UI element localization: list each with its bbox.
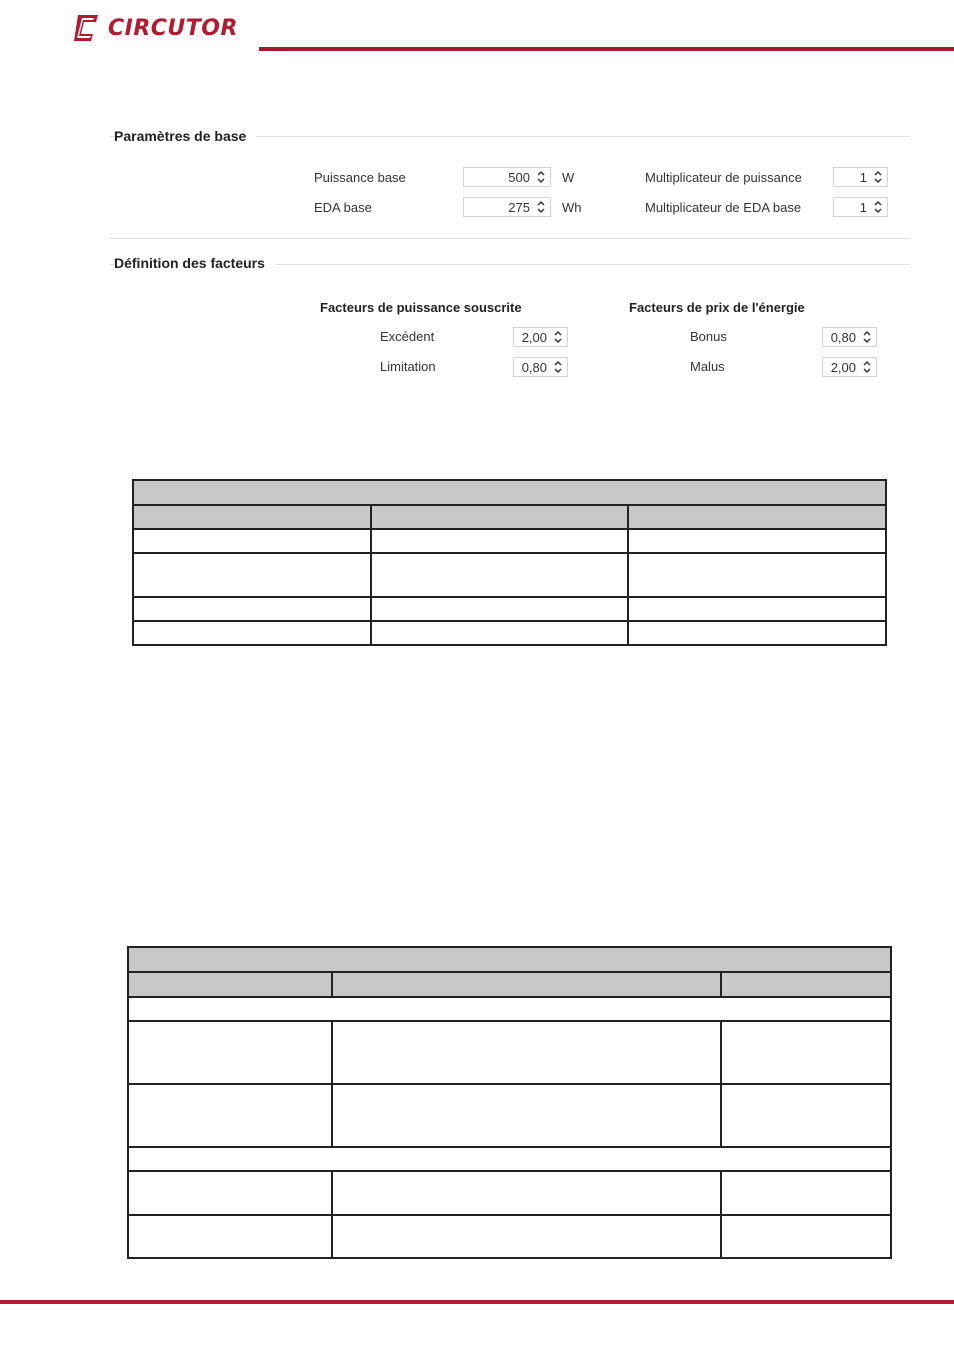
table-row	[128, 1084, 891, 1147]
table-cell	[721, 1215, 891, 1258]
limitation-spinner[interactable]	[513, 357, 568, 377]
spinner-arrows-icon[interactable]	[873, 169, 883, 185]
table-header-row	[133, 505, 886, 529]
table-cell	[332, 1021, 721, 1084]
power-factors-title: Facteurs de puissance souscrite	[320, 300, 522, 315]
table-title-row	[133, 480, 886, 505]
excedent-value: 2,00	[521, 330, 547, 345]
spinner-arrows-icon[interactable]	[862, 329, 872, 345]
multiplicateur-puissance-spinner[interactable]	[833, 167, 888, 187]
limitation-value: 0,80	[521, 360, 547, 375]
table-header-cell	[332, 972, 721, 997]
spinner-arrows-icon[interactable]	[862, 359, 872, 375]
table-cell	[371, 621, 627, 645]
excedent-spinner[interactable]	[513, 327, 568, 347]
malus-label: Malus	[690, 359, 725, 374]
table-cell	[628, 597, 886, 621]
multiplicateur-eda-spinner[interactable]	[833, 197, 888, 217]
header-rule	[259, 47, 954, 51]
spinner-arrows-icon[interactable]	[536, 199, 546, 215]
circutor-logo-mark-icon	[72, 13, 102, 43]
table-cell	[721, 1084, 891, 1147]
table-row	[133, 529, 886, 553]
table-cell	[628, 553, 886, 597]
eda-base-value: 275	[508, 200, 530, 215]
bonus-label: Bonus	[690, 329, 727, 344]
table-cell	[721, 1021, 891, 1084]
table-row	[133, 597, 886, 621]
parameter-table-1	[132, 479, 887, 646]
table-row	[133, 621, 886, 645]
eda-base-unit: Wh	[562, 200, 582, 215]
table-header-cell	[721, 972, 891, 997]
puissance-base-spinner[interactable]	[463, 167, 551, 187]
multiplicateur-eda-value: 1	[859, 200, 867, 215]
table-header-cell	[371, 505, 627, 529]
puissance-base-label: Puissance base	[314, 170, 406, 185]
bonus-spinner[interactable]	[822, 327, 877, 347]
table-group-row	[128, 1147, 891, 1171]
table-cell	[371, 529, 627, 553]
table-cell	[332, 1215, 721, 1258]
table-cell	[721, 1171, 891, 1215]
price-factors-title: Facteurs de prix de l'énergie	[629, 300, 805, 315]
section-title-base-params: Paramètres de base	[114, 128, 256, 144]
table-cell	[133, 597, 371, 621]
malus-spinner[interactable]	[822, 357, 877, 377]
limitation-label: Limitation	[380, 359, 436, 374]
table-row	[133, 553, 886, 597]
table-cell	[371, 553, 627, 597]
table-group-cell	[128, 1147, 891, 1171]
malus-value: 2,00	[830, 360, 856, 375]
table-group-cell	[128, 997, 891, 1021]
table-header-cell	[628, 505, 886, 529]
table-header-row	[128, 972, 891, 997]
table-title-cell	[128, 947, 891, 972]
table-row	[128, 1021, 891, 1084]
footer-rule	[0, 1300, 954, 1304]
table-cell	[133, 529, 371, 553]
multiplicateur-puissance-label: Multiplicateur de puissance	[645, 170, 802, 185]
spinner-arrows-icon[interactable]	[553, 329, 563, 345]
multiplicateur-puissance-value: 1	[859, 170, 867, 185]
excedent-label: Excédent	[380, 329, 435, 344]
eda-base-spinner[interactable]	[463, 197, 551, 217]
eda-base-label: EDA base	[314, 200, 372, 215]
logo-text: CIRCUTOR	[108, 15, 238, 41]
table-cell	[371, 597, 627, 621]
spinner-arrows-icon[interactable]	[536, 169, 546, 185]
multiplicateur-eda-label: Multiplicateur de EDA base	[645, 200, 802, 215]
table-group-row	[128, 997, 891, 1021]
table-cell	[628, 621, 886, 645]
section-divider	[110, 238, 910, 239]
puissance-base-value: 500	[508, 170, 530, 185]
table-cell	[133, 553, 371, 597]
section-title-factors: Définition des facteurs	[114, 255, 275, 271]
parameter-table-2	[127, 946, 892, 1259]
table-header-cell	[133, 505, 371, 529]
table-cell	[332, 1084, 721, 1147]
spinner-arrows-icon[interactable]	[873, 199, 883, 215]
table-cell	[128, 1171, 332, 1215]
table-cell	[133, 621, 371, 645]
table-cell	[628, 529, 886, 553]
table-title-cell	[133, 480, 886, 505]
table-cell	[128, 1215, 332, 1258]
table-header-cell	[128, 972, 332, 997]
table-title-row	[128, 947, 891, 972]
table-cell	[128, 1084, 332, 1147]
bonus-value: 0,80	[830, 330, 856, 345]
table-row	[128, 1171, 891, 1215]
puissance-base-unit: W	[562, 170, 575, 185]
spinner-arrows-icon[interactable]	[553, 359, 563, 375]
circutor-logo	[72, 13, 238, 43]
table-row	[128, 1215, 891, 1258]
table-cell	[332, 1171, 721, 1215]
table-cell	[128, 1021, 332, 1084]
